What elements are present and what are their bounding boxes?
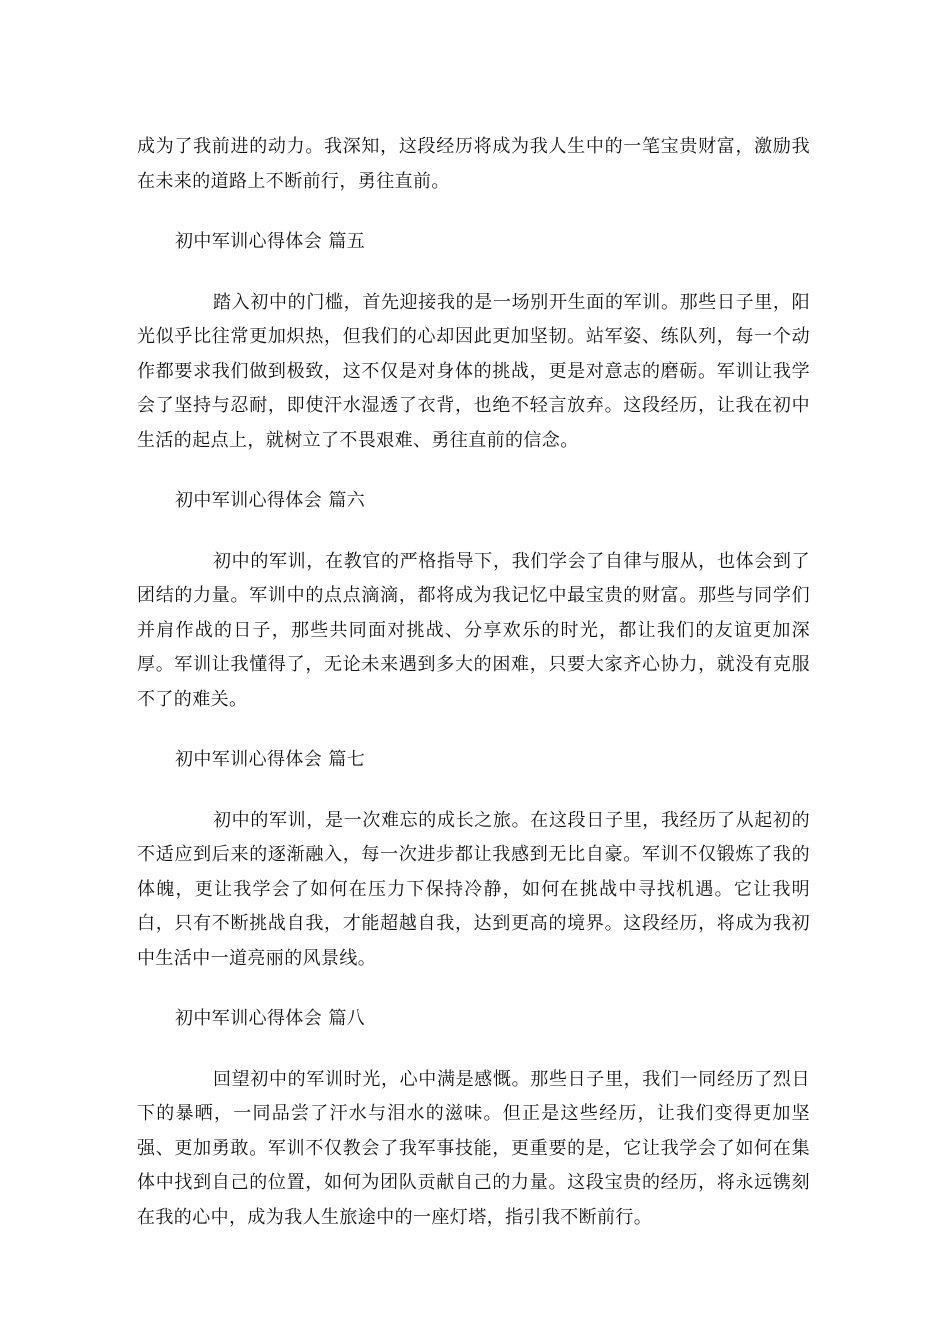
intro-paragraph: 成为了我前进的动力。我深知，这段经历将成为我人生中的一笔宝贵财富，激励我在未来的道路上不断前行，勇往直前。 (137, 136, 810, 192)
section-heading-7: 初中军训心得体会 篇七 (175, 749, 366, 770)
spacer (137, 778, 810, 804)
spacer (137, 260, 810, 286)
section-body-5: 踏入初中的门槛，首先迎接我的是一场别开生面的军训。那些日子里，阳光似乎比往常更加炽热，但我们的心却因此更加坚韧。站军姿、练队列，每一个动作都要求我们做到极致，这不仅是对身体的挑战，更是对意志的磨砺。军训让我学会了坚持与忍耐，即使汗水湿透了衣背，也绝不轻言放弃。这段经历，让我在初中生活的起点上，就树立了不畏艰难、勇往直前的信念。 (137, 291, 810, 451)
spacer (137, 519, 810, 545)
section-body-6: 初中的军训，在教官的严格指导下，我们学会了自律与服从，也体会到了团结的力量。军训中的点点滴滴，都将成为我记忆中最宝贵的财富。那些与同学们并肩作战的日子，那些共同面对挑战、分享欢乐的时光，都让我们的友谊更加深厚。军训让我懂得了，无论未来遇到多大的困难，只要大家齐心协力，就没有克服不了的难关。 (137, 550, 810, 710)
section-heading-8: 初中军训心得体会 篇八 (175, 1008, 366, 1029)
spacer (137, 976, 810, 1002)
section-body-7: 初中的军训，是一次难忘的成长之旅。在这段日子里，我经历了从起初的不适应到后来的逐渐融入，每一次进步都让我感到无比自豪。军训不仅锻炼了我的体魄，更让我学会了如何在压力下保持冷静，如何在挑战中寻找机遇。它让我明白，只有不断挑战自我，才能超越自我，达到更高的境界。这段经历，将成为我初中生活中一道亮丽的风景线。 (137, 809, 810, 969)
spacer (137, 458, 810, 484)
spacer (137, 199, 810, 225)
section-body-8: 回望初中的军训时光，心中满是感慨。那些日子里，我们一同经历了烈日下的暴晒，一同品尝了汗水与泪水的滋味。但正是这些经历，让我们变得更加坚强、更加勇敢。军训不仅教会了我军事技能，更重要的是，它让我学会了如何在集体中找到自己的位置，如何为团队贡献自己的力量。这段宝贵的经历，将永远镌刻在我的心中，成为我人生旅途中的一座灯塔，指引我不断前行。 (137, 1068, 810, 1228)
spacer (137, 717, 810, 743)
spacer (137, 1037, 810, 1063)
section-heading-6: 初中军训心得体会 篇六 (175, 490, 366, 511)
document-page (137, 130, 810, 1235)
section-heading-5: 初中军训心得体会 篇五 (175, 231, 366, 252)
